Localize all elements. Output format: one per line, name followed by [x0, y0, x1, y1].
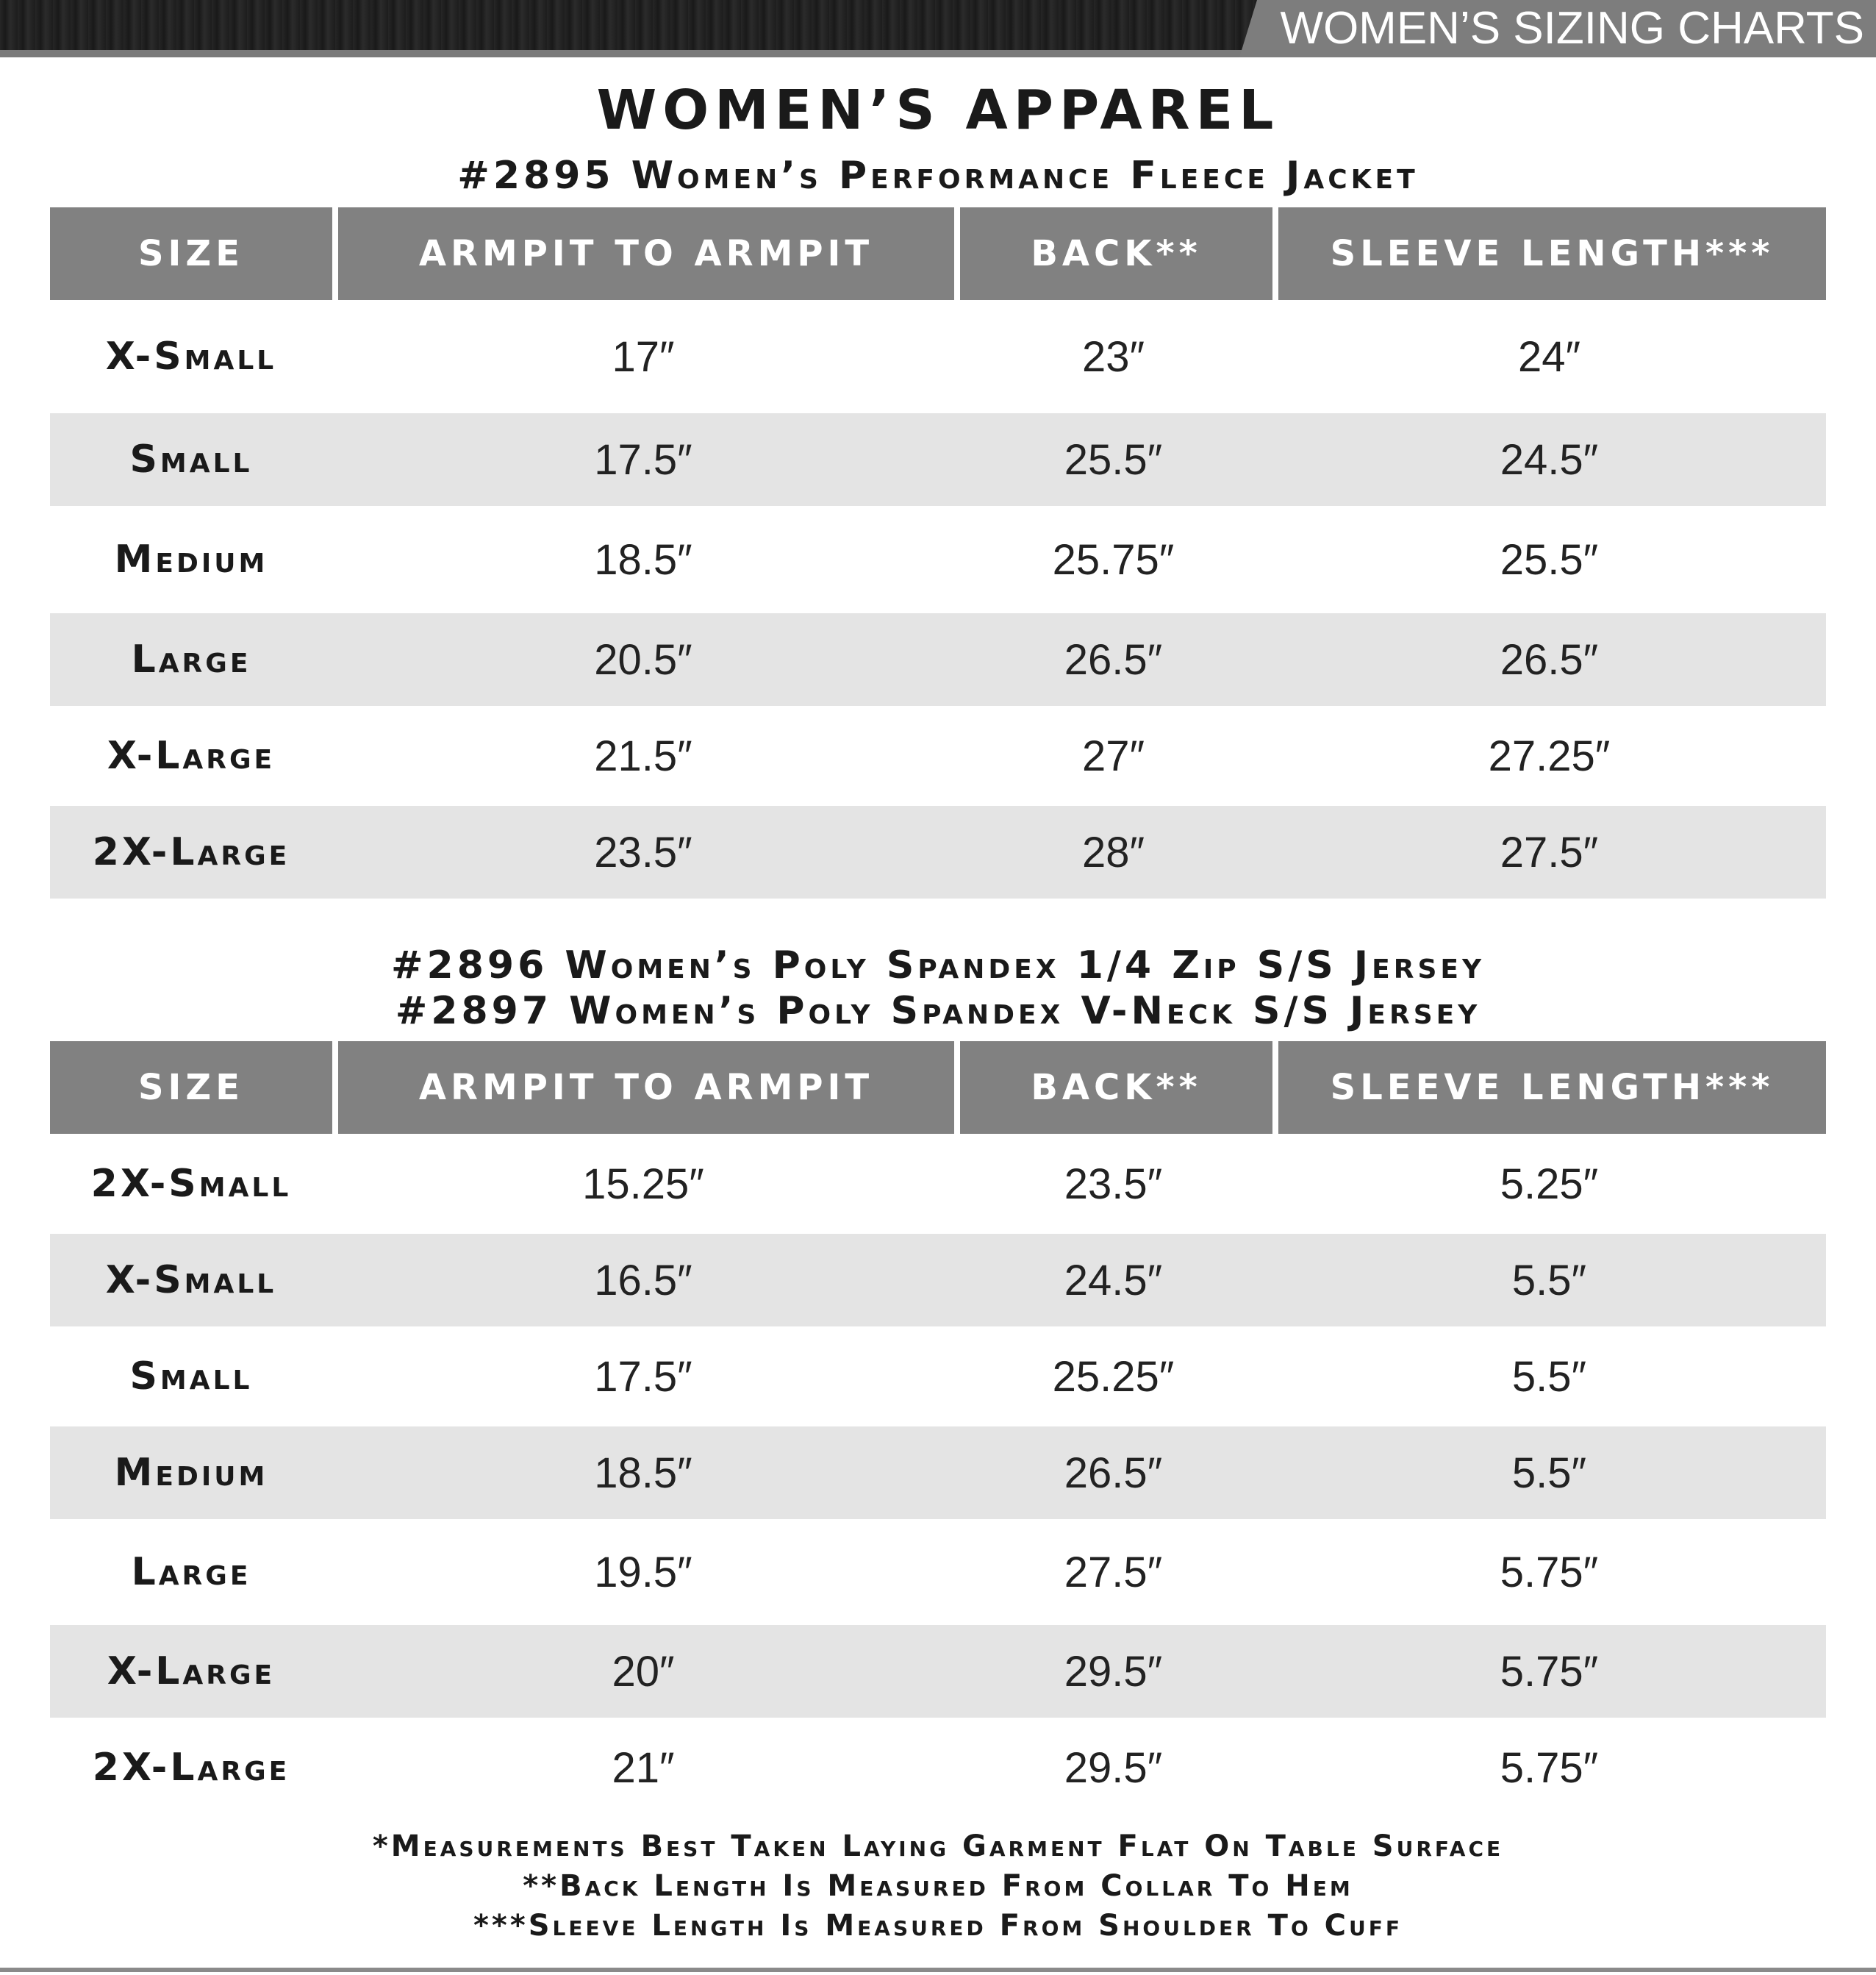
footnotes [0, 1826, 1876, 1946]
table-row [50, 1426, 1826, 1519]
table-row [50, 1134, 1826, 1234]
sleeve-length-value-cell: 5.5″ [1272, 1426, 1826, 1519]
bottom-divider [0, 1968, 1876, 1972]
size-label-cell: 2X-Small [90, 1162, 292, 1206]
size-label-cell: 2X-Large [92, 1746, 290, 1790]
back-value-cell: 28″ [954, 806, 1272, 899]
armpit-to-armpit-value-cell: 16.5″ [332, 1234, 954, 1326]
sleeve-length-value-cell: 5.25″ [1500, 1160, 1599, 1208]
column-header-armpit-to-armpit: ARMPIT TO ARMPIT [332, 207, 954, 300]
sleeve-length-value-cell: 24.5″ [1272, 413, 1826, 506]
header-tab-label: WOMEN’S SIZING CHARTS [1280, 3, 1864, 54]
sleeve-length-value-cell: 26.5″ [1272, 613, 1826, 706]
size-label-cell: X-Large [50, 1625, 332, 1718]
back-value-cell: 26.5″ [954, 1426, 1272, 1519]
table-row [50, 413, 1826, 506]
footnote-sleeve-length: ***Sleeve Length Is Measured From Shoulder To Cuff [473, 1909, 1403, 1943]
table-row [50, 1326, 1826, 1426]
size-label-cell: X-Small [105, 335, 277, 379]
armpit-to-armpit-value-cell: 20.5″ [332, 613, 954, 706]
size-label-cell: X-Small [50, 1234, 332, 1326]
size-label-cell: 2X-Large [50, 806, 332, 899]
table-row [50, 1519, 1826, 1625]
section-1-subtitle: #2895 Women’s Performance Fleece Jacket [457, 154, 1419, 198]
section-2-subtitle-1: #2896 Women’s Poly Spandex 1/4 Zip S/S Jersey [390, 943, 1486, 988]
armpit-to-armpit-value-cell: 19.5″ [594, 1548, 692, 1596]
table-row [50, 706, 1826, 806]
table-row [50, 806, 1826, 899]
table-header-row [50, 207, 1826, 300]
size-label-cell: Large [50, 613, 332, 706]
column-header-sleeve-length: SLEEVE LENGTH*** [1272, 207, 1826, 300]
sleeve-length-value-cell: 5.75″ [1500, 1548, 1599, 1596]
table-row [50, 1718, 1826, 1818]
column-header-armpit-to-armpit: ARMPIT TO ARMPIT [332, 1041, 954, 1134]
armpit-to-armpit-value-cell: 21.5″ [594, 732, 692, 780]
sleeve-length-value-cell: 5.5″ [1272, 1234, 1826, 1326]
sleeve-length-value-cell: 24″ [1517, 332, 1581, 381]
table-row [50, 1625, 1826, 1718]
size-label-cell: Medium [114, 538, 268, 582]
column-header-size: SIZE [50, 207, 332, 300]
sleeve-length-value-cell: 27.25″ [1488, 732, 1611, 780]
table-row [50, 1234, 1826, 1326]
sleeve-length-value-cell: 25.5″ [1500, 535, 1599, 584]
table-header-row [50, 1041, 1826, 1134]
armpit-to-armpit-value-cell: 18.5″ [594, 535, 692, 584]
back-value-cell: 24.5″ [954, 1234, 1272, 1326]
section-2-subtitle-2: #2897 Women’s Poly Spandex V-Neck S/S Jersey [395, 989, 1481, 1033]
back-value-cell: 26.5″ [954, 613, 1272, 706]
armpit-to-armpit-value-cell: 18.5″ [332, 1426, 954, 1519]
back-value-cell: 27″ [1081, 732, 1145, 780]
size-label-cell: X-Large [107, 734, 276, 778]
column-header-sleeve-length: SLEEVE LENGTH*** [1272, 1041, 1826, 1134]
sleeve-length-value-cell: 5.75″ [1500, 1743, 1599, 1792]
back-value-cell: 29.5″ [954, 1625, 1272, 1718]
armpit-to-armpit-value-cell: 17.5″ [594, 1352, 692, 1401]
armpit-to-armpit-value-cell: 15.25″ [582, 1160, 704, 1208]
size-label-cell: Small [129, 1354, 253, 1399]
back-value-cell: 27.5″ [1064, 1548, 1163, 1596]
armpit-to-armpit-value-cell: 17″ [612, 332, 675, 381]
back-value-cell: 29.5″ [1064, 1743, 1163, 1792]
table-row [50, 613, 1826, 706]
footnote-back-length: **Back Length Is Measured From Collar To Hem [523, 1869, 1353, 1903]
armpit-to-armpit-value-cell: 21″ [612, 1743, 675, 1792]
column-header-back: BACK** [954, 1041, 1272, 1134]
column-header-size: SIZE [50, 1041, 332, 1134]
back-value-cell: 25.5″ [954, 413, 1272, 506]
armpit-to-armpit-value-cell: 17.5″ [332, 413, 954, 506]
size-label-cell: Medium [50, 1426, 332, 1519]
page-title: WOMEN’S APPAREL [596, 79, 1280, 142]
armpit-to-armpit-value-cell: 23.5″ [332, 806, 954, 899]
header-divider [0, 50, 1250, 57]
back-value-cell: 25.75″ [1052, 535, 1175, 584]
column-header-back: BACK** [954, 207, 1272, 300]
back-value-cell: 23″ [1081, 332, 1145, 381]
sleeve-length-value-cell: 5.5″ [1511, 1352, 1587, 1401]
table-row [50, 506, 1826, 613]
size-label-cell: Small [50, 413, 332, 506]
size-table-fleece-jacket [50, 207, 1826, 899]
armpit-to-armpit-value-cell: 20″ [332, 1625, 954, 1718]
sleeve-length-value-cell: 5.75″ [1272, 1625, 1826, 1718]
table-row [50, 300, 1826, 413]
back-value-cell: 25.25″ [1052, 1352, 1175, 1401]
back-value-cell: 23.5″ [1064, 1160, 1163, 1208]
size-table-poly-spandex-jersey [50, 1041, 1826, 1818]
sleeve-length-value-cell: 27.5″ [1272, 806, 1826, 899]
footnote-measurement: *Measurements Best Taken Laying Garment Flat On Table Surface [372, 1829, 1504, 1863]
size-label-cell: Large [131, 1550, 251, 1594]
